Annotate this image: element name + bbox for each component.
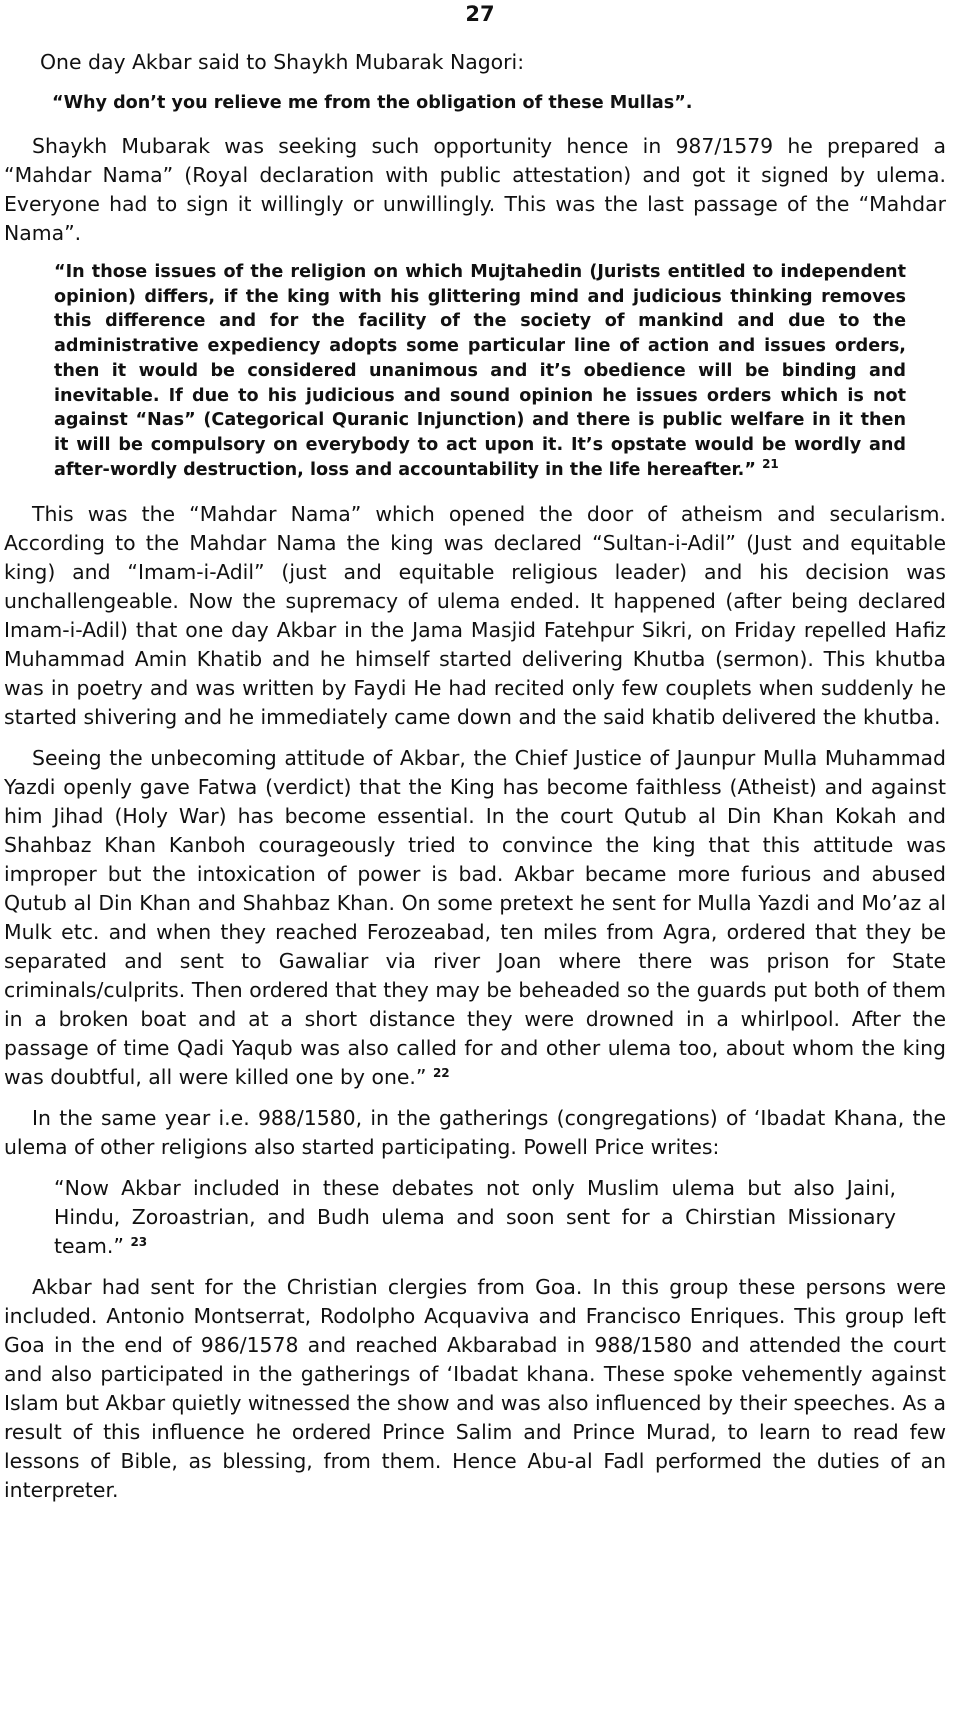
paragraph-chief-justice xyxy=(0,744,960,1092)
powell-price-quote-text: “Now Akbar included in these debates not only Muslim ulema but also Jaini, Hindu, Zoroastrian, and Budh ulema and soon sent for a Chirstian Missionary team.” xyxy=(54,1176,896,1259)
akbar-quote: “Why don’t you relieve me from the obligation of these Mullas”. xyxy=(52,93,693,113)
paragraph-christian-clergies: Akbar had sent for the Christian clergies from Goa. In this group these persons were included. Antonio Montserrat, Rodolpho Acquaviva and Francisco Enriques. This group left Goa in the end of 986/1578 and reached Akbarabad in 988/1580 and attended the court and also participated in the gatherings of ‘Ibadat khana. These spoke vehemently against Islam but Akbar quietly witnessed the show and was also influenced by their speeches. As a result of this influence he ordered Prince Salim and Prince Murad, to learn to read few lessons of Bible, as blessing, from them. Hence Abu-al Fadl performed the duties of an interpreter. xyxy=(4,1275,946,1503)
mahdar-nama-quote-text: “In those issues of the religion on which Mujtahedin (Jurists entitled to independent opinion) differs, if the king with his glittering mind and judicious thinking removes this difference and for the facility of the society of mankind and due to the administrative expediency adopts some particular line of action and issues orders, then it would be considered unanimous and it’s obedience will be binding and inevitable. If due to his judicious and sound opinion he issues orders which is not against “Nas” (Categorical Quranic Injunction) and there is public welfare in it then it will be compulsory on everybody to act upon it. It’s opstate would be wordly and after-wordly destruction, loss and accountability in the life hereafter.” xyxy=(54,262,906,480)
powell-price-quote xyxy=(0,1174,960,1261)
paragraph-mahdar-nama: Shaykh Mubarak was seeking such opportunity hence in 987/1579 he prepared a “Mahdar Nama” (Royal declaration with public attestation) and got it signed by ulema. Everyone had to sign it willingly or unwillingly. This was the last passage of the “Mahdar Nama”. xyxy=(4,134,946,245)
paragraph-chief-justice-text: Seeing the unbecoming attitude of Akbar, the Chief Justice of Jaunpur Mulla Muhammad Yazdi openly gave Fatwa (verdict) that the King has become faithless (Atheist) and against him Jihad (Holy War) has become essential. In the court Qutub al Din Khan Kokah and Shahbaz Khan Kanboh courageously tried to convince the king that this attitude was improper but the intoxication of power is bad. Akbar became more furious and abused Qutub al Din Khan and Shahbaz Khan. On some pretext he sent for Mulla Yazdi and Mo’az al Mulk etc. and when they reached Ferozeabad, ten miles from Agra, ordered that they be separated and sent to Gawaliar via river Joan where there was prison for State criminals/culprits. Then ordered that they may be beheaded so the guards put both of them in a broken boat and at a short distance they were drowned in a whirlpool. After the passage of time Qadi Yaqub was also called for and other ulema too, about whom the king was doubtful, all were killed one by one.” xyxy=(4,746,946,1090)
footnote-ref-23: 23 xyxy=(130,1235,148,1250)
mahdar-nama-quote xyxy=(0,260,960,482)
footnote-ref-21: 21 xyxy=(762,456,779,471)
intro-line: One day Akbar said to Shaykh Mubarak Nagori: xyxy=(40,50,525,74)
paragraph-atheism-secularism: This was the “Mahdar Nama” which opened the door of atheism and secularism. According to the Mahdar Nama the king was declared “Sultan-i-Adil” (Just and equitable king) and “Imam-i-Adil” (just and equitable religious leader) and his decision was unchallengeable. Now the supremacy of ulema ended. It happened (after being declared Imam-i-Adil) that one day Akbar in the Jama Masjid Fatehpur Sikri, on Friday repelled Hafiz Muhammad Amin Khatib and he himself started delivering Khutba (sermon). This khutba was in poetry and was written by Faydi He had recited only few couplets when suddenly he started shivering and he immediately came down and the said khatib delivered the khutba. xyxy=(4,502,946,730)
page-number: 27 xyxy=(465,2,495,26)
paragraph-ibadat-khana: In the same year i.e. 988/1580, in the gatherings (congregations) of ‘Ibadat Khana, the ulema of other religions also started participating. Powell Price writes: xyxy=(4,1106,946,1160)
footnote-ref-22: 22 xyxy=(432,1066,450,1081)
